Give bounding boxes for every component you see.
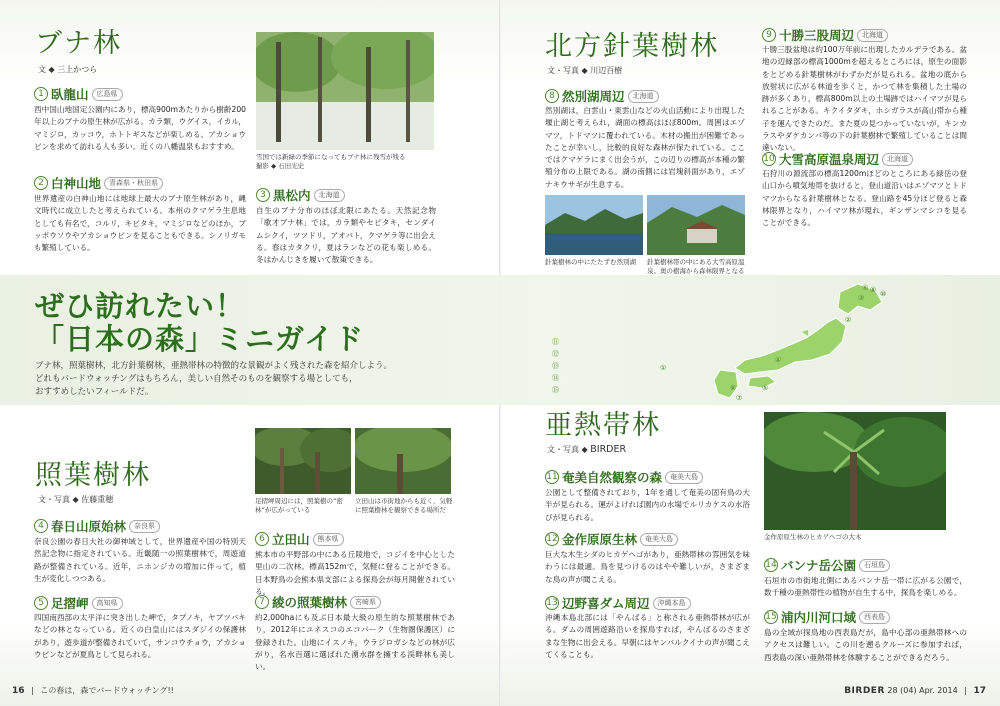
site-1-text: 西中国山地国定公園内にあり，標高900mあたりから樹齢200年以上のブナの原生林が広がる。カラ類，ウグイス，イカル，マミジロ，カッコウ，ホトトギスなどが楽しめる。アカショウビンを求めて訪れる人も多い。近くの八幡温泉もおすすめ。 <box>34 105 246 151</box>
site-12-heading <box>545 530 678 548</box>
site-name: 十勝三股周辺 <box>779 28 855 43</box>
map-site-label: ⑤ <box>762 384 769 392</box>
map-site-label: ⑫ <box>552 350 559 358</box>
site-region: 沖縄本島 <box>653 597 691 610</box>
map-site-label: ③ <box>858 294 865 302</box>
site-name: 辺野喜ダム周辺 <box>562 596 650 611</box>
map-site-label: ② <box>845 316 852 324</box>
site-1-heading <box>34 85 123 103</box>
tatsuda-caption: 立田山は市街地からも近く，気軽に照葉樹林を観察できる場所だ <box>355 497 453 514</box>
site-4-text: 奈良公園の春日大社の御神域として，世界遺産や国の特別天然記念物に指定されている。近畿随一の照葉樹林で，周遊道路が整備されている。近年，ニホンジカの増加に伴って，植生が変化しつつある。 <box>34 537 246 583</box>
site-name: 奄美自然観察の森 <box>562 470 663 485</box>
lake-shikaribetsu-photo <box>545 195 643 255</box>
site-3-heading <box>256 186 345 204</box>
site-region: 青森県・秋田県 <box>104 177 163 190</box>
site-6-heading <box>255 530 344 548</box>
lead-line-3: おすすめしたいフィールドだ。 <box>35 387 154 397</box>
buna-title: ブナ林 <box>35 28 122 59</box>
page-number-right: 17 <box>973 686 986 696</box>
site-number: 4 <box>34 519 48 533</box>
lead-line-1: ブナ林，照葉樹林，北方針葉樹林，亜熱帯林の特徴的な景観がよく残された森を紹介しよう。 <box>35 361 393 371</box>
japan-map-illustration <box>540 262 920 402</box>
map-site-label: ⑩ <box>880 290 887 298</box>
site-number: 5 <box>34 596 48 610</box>
site-6-text: 熊本市の平野部の中にある丘陵地で，コジイを中心とした里山の二次林。標高152mで，気軽に登ることができる。日本野鳥の会熊本県支部による探鳥会が毎月開催されている。 <box>255 550 455 596</box>
fern-photo-caption: 金作原原生林のヒカゲヘゴの大木 <box>764 533 862 541</box>
site-7-text: 約2,000haにも及ぶ日本最大級の原生的な照葉樹林であり，2012年にユネスコのエコパーク（生物圏保護区）に登録された。山地にイスノキ，ウラジロガシなどの林が広がり，名水百選に選ばれた湧水群を擁する渓畔林も美しい。 <box>255 613 455 672</box>
site-name: 白神山地 <box>51 176 102 191</box>
daisetsu-onsen-photo <box>647 195 745 255</box>
site-number: 10 <box>763 154 775 164</box>
site-name: 春日山原始林 <box>51 519 127 534</box>
site-number: 1 <box>34 87 48 101</box>
site-11-heading <box>545 468 703 486</box>
site-15-text: 島の全域が探鳥地の西表島だが，島中心部の亜熱帯林へのアクセスは難しい。この川を遡るクルーズに参加すれば，西表島の深い亜熱帯林を体験することができるだろう。 <box>764 628 967 662</box>
site-name: バンナ岳公園 <box>781 558 857 573</box>
site-2-heading <box>34 174 163 192</box>
site-region: 西表島 <box>859 611 890 624</box>
ashizuri-forest-photo <box>255 428 351 494</box>
hoppo-byline: 文・写真 ◆ 川辺百樹 <box>547 66 623 75</box>
ashizuri-photo-illustration <box>255 428 351 494</box>
site-name: 然別湖周辺 <box>562 89 625 104</box>
issue-info: 28 (04) Apr. 2014 <box>887 686 958 695</box>
site-2-text: 世界遺産の白神山地には地球上最大のブナ原生林があり，縄文時代に成立したと考えられている。本州のクマゲラ生息地としても有名で，コルリ，キビタキ，マミジロなどのほか，ブッポウソウやアカショウビンを見ることもできる。シノリガモも繁殖している。 <box>34 194 246 253</box>
site-11-text: 公園として整備されており，1年を通して奄美の固有鳥の大半が見られる。運がよければ園内の水場でルリカケスの水浴びが見られる。 <box>545 488 750 522</box>
shoyo-byline: 文・写真 ◆ 佐藤重穂 <box>38 495 114 504</box>
footer-left: 16 | この春は，森でバードウォッチング!! <box>12 686 174 696</box>
site-14-heading <box>764 556 890 574</box>
buna-photo-caption: 雪国では新緑の季節になってもブナ林に残雪が残る 撮影 ◆ 石田光史 <box>256 153 436 171</box>
onsen-caption: 針葉樹林帯の中にある大雪高原温泉。奥の樹海から森林限界となる <box>647 258 745 275</box>
site-13-heading <box>545 594 691 612</box>
site-region: 宮崎県 <box>350 596 381 609</box>
birder-brand: BIRDER <box>590 444 627 455</box>
site-number: 9 <box>762 28 776 42</box>
site-5-heading <box>34 594 123 612</box>
site-number: 11 <box>546 472 558 482</box>
site-8-heading <box>545 87 659 105</box>
site-region: 北海道 <box>628 90 659 103</box>
site-number: 6 <box>255 532 269 546</box>
map-site-label: ⑨ <box>862 284 869 292</box>
site-7-heading <box>255 593 381 611</box>
site-12-text: 巨大な木生シダのヒカゲヘゴがあり，亜熱帯林の雰囲気を味わうには最適。鳥を見つけるのはやや難しいが，さまざまな鳥の声が聞こえる。 <box>545 550 750 584</box>
site-10-heading <box>762 150 913 168</box>
site-number: 8 <box>545 89 559 103</box>
site-3-text: 自生のブナ分布のほぼ北限にあたる。天然記念物「歌才ブナ林」では，カラ類やセピタキ，センダイムシクイ，ツツドリ，アオバト，クマゲラ等に出会える。春はカタクリ，夏はランなどの花も楽しめる。冬はかんじきを履いて散策できる。 <box>256 206 436 265</box>
lake-photo-illustration <box>545 195 643 255</box>
site-region: 広島県 <box>92 88 123 101</box>
tatsuda-forest-photo <box>355 428 451 494</box>
site-region: 奄美大島 <box>640 533 678 546</box>
map-site-label: ⑮ <box>552 386 559 394</box>
site-name: 黒松内 <box>273 188 311 203</box>
site-name: 立田山 <box>272 532 310 547</box>
honshu-shape <box>735 318 846 374</box>
site-5-text: 四国南西部の太平洋に突き出した岬で，タブノキ，ヤブツバキなどの林となっている。近くの白皇山にはスダジイの保護林があり，遊歩道が整備されていて，サンコウチョウ，アカショウビンなどが夏鳥として見られる。 <box>34 613 246 659</box>
map-site-label: ⑦ <box>736 394 743 402</box>
tatsuda-photo-illustration <box>355 428 451 494</box>
site-10-text: 石狩川の源流部の標高1200mほどのところにある緑岳の登山口から噴気地帯を抜けると，登山道沿いはエゾマツとトドマツからなる針葉樹林となる。登山路を45分ほど登ると森林限界となり，ハイマツ林が現れ，ギンザンマシコを見ることができる。 <box>762 169 967 228</box>
site-name: 綾の照葉樹林 <box>272 595 348 610</box>
site-region: 高知県 <box>92 597 123 610</box>
site-9-heading <box>762 26 888 44</box>
site-region: 石垣島 <box>859 559 890 572</box>
site-4-heading <box>34 517 160 535</box>
site-13-text: 沖縄本島北部には「やんばる」と称される亜熱帯林が広がる。ダムの周囲遊路沿いを探鳥すれば，やんばるのさまざまな生物に出会える。早朝にはヤンバルクイナの声が聞こえてくることも。 <box>545 613 750 659</box>
sado-shape <box>802 330 808 336</box>
footer-right: BIRDER 28 (04) Apr. 2014 | 17 <box>844 686 986 696</box>
site-number: 15 <box>765 612 777 622</box>
map-site-label: ⑥ <box>730 384 737 392</box>
map-site-label: ⑬ <box>552 362 559 370</box>
site-9-text: 十勝三股盆地は約100万年前に出現したカルデラである。盆地の辺縁部の標高1000mを超えるところには，原生の面影をとどめる針葉樹林がわずかだが見られる。盆地の底から放射状に広がる林道を歩くと，かつて林を集積した土場の跡が多くあり，標高800m以上の土場跡ではハイマツが見られることがある。キクイタダキ，ホシガラスが高山帯から種子を運んできたのだ。また夏の見つかっていないが，キンカラスやダケカンバ等の下の針葉樹林で繁殖していることは間違いない。 <box>762 45 967 153</box>
site-region: 奈良県 <box>129 520 160 533</box>
site-region: 北海道 <box>314 189 345 202</box>
site-number: 14 <box>765 560 777 570</box>
site-15-heading <box>764 608 890 626</box>
site-number: 3 <box>256 188 270 202</box>
hoppo-title: 北方針葉樹林 <box>545 31 719 62</box>
buna-photo-illustration <box>256 32 434 150</box>
anettai-title: 亜熱帯林 <box>545 410 661 441</box>
onsen-photo-illustration <box>647 195 745 255</box>
map-site-label: ⑪ <box>552 338 559 346</box>
map-site-label: ④ <box>775 356 782 364</box>
kinsakubaru-fern-photo <box>764 412 946 530</box>
footer-tagline: この春は，森でバードウォッチング!! <box>40 686 174 695</box>
site-region: 熊本県 <box>313 533 344 546</box>
lake-caption: 針葉樹林の中にたたずむ然別湖 <box>545 258 636 266</box>
site-region: 北海道 <box>882 153 913 166</box>
headline-line-1: ぜひ訪れたい！ <box>35 289 246 323</box>
site-number: 2 <box>34 176 48 190</box>
site-number: 13 <box>546 598 558 608</box>
japan-map <box>540 262 920 402</box>
site-region: 北海道 <box>857 29 888 42</box>
buna-byline: 文 ◆ 三上かつら <box>38 65 98 74</box>
site-region: 奄美大島 <box>665 471 703 484</box>
site-name: 臥龍山 <box>51 87 89 102</box>
site-number: 7 <box>255 595 269 609</box>
buna-forest-photo <box>256 32 434 150</box>
site-name: 大雪高原温泉周辺 <box>779 152 880 167</box>
site-number: 12 <box>546 534 558 544</box>
anettai-byline: 文・写真 ◆ BIRDER <box>547 444 627 455</box>
ashizuri-caption: 足摺岬周辺には，照葉樹の“密林”が広がっている <box>255 497 343 514</box>
site-14-text: 石垣市の市街地北側にあるバンナ岳一帯に広がる公園で，数千種の亜熱帯性の植物が自生する中，探鳥を楽しめる。 <box>764 576 967 598</box>
shoyo-title: 照葉樹林 <box>35 460 151 491</box>
map-site-label: ⑧ <box>870 286 877 294</box>
site-8-text: 然別湖は，白雲山・東雲山などの火山活動により出現した堰止湖と考えられ，湖面の標高はほぼ800m。周囲はエゾマツ，トドマツに覆われている。木材の搬出が困難であったことが幸いし，比較的良好な森林が保たれている。ここではクマゲラにまく出会うが，この辺りの標高が本種の繁殖分布の上限である。湖の南側には岩塊斜面があり，エゾナキウサギが生息する。 <box>545 106 745 189</box>
lead-line-2: どれもバードウォッチングはもちろん，美しい自然そのものを観察する場としても， <box>35 374 358 384</box>
magazine-name: BIRDER <box>844 686 885 696</box>
site-name: 浦内川河口域 <box>781 610 857 625</box>
headline-line-2: 「日本の森」ミニガイド <box>35 322 365 356</box>
site-name: 金作原原生林 <box>562 532 638 547</box>
fern-photo-illustration <box>764 412 946 530</box>
page-number-left: 16 <box>12 686 25 696</box>
map-site-label: ① <box>660 364 667 372</box>
photo-credit: 撮影 ◆ 石田光史 <box>256 162 305 170</box>
map-site-label: ⑭ <box>552 374 559 382</box>
site-name: 足摺岬 <box>51 596 89 611</box>
